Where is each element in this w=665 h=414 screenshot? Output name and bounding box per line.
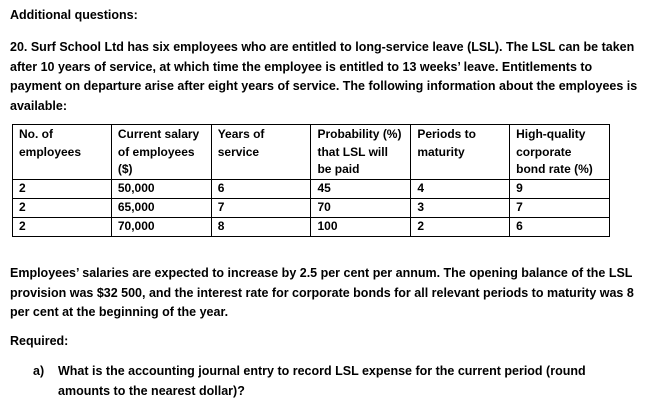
header-current-salary: Current salary of employees ($) [111, 125, 211, 180]
cell-salary: 70,000 [111, 217, 211, 236]
cell-periods: 3 [411, 198, 510, 217]
cell-probability: 100 [311, 217, 411, 236]
table-row [13, 217, 610, 236]
header-periods-maturity: Periods to maturity [411, 125, 510, 180]
required-label: Required: [10, 334, 69, 348]
question-a [33, 362, 633, 401]
cell-employees: 2 [13, 217, 112, 236]
header-no-employees: No. of employees [13, 125, 112, 180]
cell-probability: 45 [311, 179, 411, 198]
cell-salary: 65,000 [111, 198, 211, 217]
cell-bond-rate: 9 [510, 179, 610, 198]
table-row [13, 198, 610, 217]
cell-periods: 4 [411, 179, 510, 198]
cell-years: 7 [211, 198, 311, 217]
cell-salary: 50,000 [111, 179, 211, 198]
cell-bond-rate: 7 [510, 198, 610, 217]
table-header-row [13, 125, 610, 180]
cell-years: 6 [211, 179, 311, 198]
cell-bond-rate: 6 [510, 217, 610, 236]
header-bond-rate: High-quality corporate bond rate (%) [510, 125, 610, 180]
table-row [13, 179, 610, 198]
cell-probability: 70 [311, 198, 411, 217]
question-letter: a) [33, 364, 45, 378]
cell-years: 8 [211, 217, 311, 236]
cell-employees: 2 [13, 198, 112, 217]
section-heading: Additional questions: [10, 8, 138, 22]
cell-periods: 2 [411, 217, 510, 236]
question-intro: 20. Surf School Ltd has six employees who are entitled to long-service leave (LSL). The LSL can be taken after 10 years of service, at which time the employee is entitled to 13 weeks’ leave. Entitlements to payment on departure arise after eight years of service. The following information about the employees is available: [10, 40, 638, 113]
cell-employees: 2 [13, 179, 112, 198]
header-probability: Probability (%) that LSL will be paid [311, 125, 411, 180]
salary-paragraph: Employees’ salaries are expected to increase by 2.5 per cent per annum. The opening balance of the LSL provision was $32 500, and the interest rate for corporate bonds for all relevant periods to maturity was 8 per cent at the beginning of the year. [10, 266, 634, 319]
question-text: What is the accounting journal entry to record LSL expense for the current period (round amounts to the nearest dollar)? [58, 364, 586, 398]
employee-table [12, 124, 610, 237]
header-years-service: Years of service [211, 125, 311, 180]
